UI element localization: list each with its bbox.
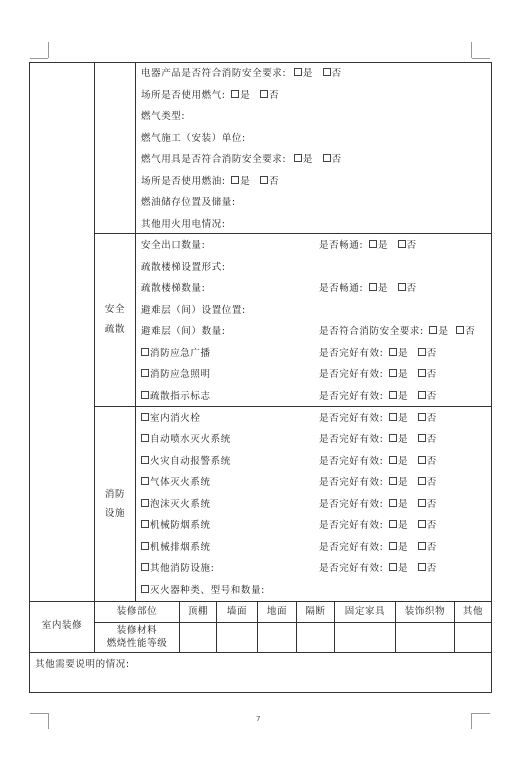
checkbox[interactable] [141, 563, 149, 571]
checkbox[interactable] [141, 499, 149, 507]
form-line-left [141, 369, 211, 381]
form-line-left [141, 348, 211, 360]
table-border-bottom [29, 692, 492, 693]
field-label: 是否完好有效: [319, 434, 384, 445]
checkbox[interactable] [398, 240, 406, 248]
form-line [141, 197, 236, 209]
column-header: 隔断 [305, 606, 326, 617]
checkbox[interactable] [141, 456, 149, 464]
option-label: 是 [377, 283, 388, 294]
form-line [141, 90, 279, 102]
option-label: 否 [426, 477, 437, 488]
checkbox[interactable] [294, 154, 302, 162]
form-line-right [319, 369, 437, 381]
option-label: 否 [426, 456, 437, 467]
column-header: 地面 [266, 606, 288, 617]
checkbox[interactable] [231, 176, 239, 184]
form-line [141, 133, 246, 145]
checkbox[interactable] [429, 326, 437, 334]
crop-mark-bottom-left [48, 713, 49, 729]
checkbox[interactable] [141, 348, 149, 356]
checkbox[interactable] [389, 520, 397, 528]
field-label: 燃气施工（安装）单位: [141, 133, 246, 144]
row-header-line: 装修材料 [116, 625, 158, 636]
checkbox[interactable] [389, 369, 397, 377]
field-label: 是否完好有效: [319, 413, 384, 424]
option-label: 是 [398, 520, 409, 531]
checkbox[interactable] [418, 542, 426, 550]
page-number: 7 [256, 715, 262, 723]
form-line-right [319, 326, 475, 338]
option-label: 是 [398, 456, 409, 467]
option-label: 是 [398, 477, 409, 488]
field-label: 是否完好有效: [319, 520, 384, 531]
form-line-right [319, 456, 437, 468]
checkbox[interactable] [141, 369, 149, 377]
option-label: 是 [398, 542, 409, 553]
crop-mark-top-right [471, 42, 472, 58]
checkbox[interactable] [418, 369, 426, 377]
field-label: 其他用火用电情况: [141, 219, 226, 230]
option-label: 否 [406, 240, 417, 251]
form-line-left: 疏散楼梯设置形式: [141, 262, 226, 273]
column-header: 固定家具 [344, 606, 386, 617]
form-line-right [319, 240, 417, 252]
form-line [141, 176, 279, 188]
section-label: 安全 [104, 304, 126, 315]
checkbox[interactable] [294, 68, 302, 76]
form-line-left: 避难层（间）设置位置: [141, 305, 246, 316]
form-line-right [319, 542, 437, 554]
checkbox[interactable] [369, 240, 377, 248]
other-info-label: 其他需要说明的情况: [35, 659, 130, 670]
column-header: 墙面 [226, 606, 248, 617]
checkbox[interactable] [389, 434, 397, 442]
section-divider [29, 652, 492, 653]
checkbox[interactable] [231, 90, 239, 98]
section-divider [29, 601, 492, 602]
checkbox[interactable] [389, 391, 397, 399]
field-label: 是否符合消防安全要求: [319, 326, 424, 337]
option-label: 否 [426, 434, 437, 445]
field-label: 是否完好有效: [319, 542, 384, 553]
checkbox[interactable] [418, 413, 426, 421]
field-label: 是否完好有效: [319, 499, 384, 510]
row-header-line: 燃烧性能等级 [106, 638, 168, 649]
option-label: 是 [438, 326, 449, 337]
checkbox[interactable] [141, 585, 149, 593]
column-header: 装饰织物 [404, 606, 446, 617]
form-line-right [319, 434, 437, 446]
checkbox[interactable] [389, 563, 397, 571]
field-label: 燃气类型: [141, 111, 186, 122]
checkbox[interactable] [418, 434, 426, 442]
form-line-right [319, 477, 437, 489]
field-label: 是否完好有效: [319, 391, 384, 402]
option-label: 否 [426, 391, 437, 402]
option-label: 否 [331, 154, 342, 165]
option-label: 是 [302, 154, 313, 165]
crop-mark-top-left [48, 42, 49, 58]
crop-mark-top-left [30, 58, 48, 59]
form-line-right [319, 499, 437, 511]
column-header: 顶棚 [187, 606, 209, 617]
option-label: 否 [268, 176, 280, 187]
option-label: 否 [426, 499, 437, 510]
form-line-right [319, 348, 437, 360]
checkbox[interactable] [141, 391, 149, 399]
row-divider [94, 622, 492, 623]
table-border-left [29, 62, 30, 693]
form-line-left [141, 477, 211, 489]
form-line-left [141, 499, 211, 511]
option-label: 是 [302, 68, 313, 79]
column-header: 装修部位 [116, 606, 158, 617]
field-label: 自动喷水灭火系统 [150, 434, 231, 445]
checkbox[interactable] [389, 413, 397, 421]
form-line-left [141, 585, 265, 597]
form-line-right [319, 391, 437, 403]
field-label: 是否完好有效: [319, 348, 384, 359]
form-line-left: 疏散楼梯数量: [141, 283, 206, 294]
checkbox[interactable] [418, 391, 426, 399]
form-line-left [141, 434, 231, 446]
field-label: 室内消火栓 [150, 413, 201, 424]
field-label: 是否畅通: [319, 283, 364, 294]
form-line-left [141, 413, 201, 425]
field-label: 场所是否使用燃油: [141, 176, 226, 187]
table-divider [135, 62, 136, 601]
checkbox[interactable] [456, 326, 464, 334]
checkbox[interactable] [389, 348, 397, 356]
field-label: 燃气用具是否符合消防安全要求: [141, 154, 287, 165]
form-line [141, 111, 185, 123]
form-line [141, 154, 342, 166]
form-line-right [319, 563, 437, 575]
form-line-left: 避难层（间）数量: [141, 326, 226, 337]
field-label: 是否畅通: [319, 240, 364, 251]
option-label: 否 [268, 90, 280, 101]
column-header: 其他 [462, 606, 484, 617]
checkbox[interactable] [389, 477, 397, 485]
option-label: 是 [398, 499, 409, 510]
checkbox[interactable] [398, 283, 406, 291]
section-label: 疏散 [104, 324, 126, 335]
checkbox[interactable] [418, 348, 426, 356]
field-label: 机械防烟系统 [150, 520, 211, 531]
option-label: 是 [377, 240, 388, 251]
checkbox[interactable] [418, 499, 426, 507]
section-divider [94, 233, 492, 234]
option-label: 是 [398, 434, 409, 445]
checkbox[interactable] [389, 542, 397, 550]
form-line-right [319, 520, 437, 532]
option-label: 是 [240, 90, 251, 101]
option-label: 否 [426, 369, 437, 380]
crop-mark-bottom-right [471, 713, 472, 729]
field-label: 电器产品是否符合消防安全要求: [141, 68, 287, 79]
checkbox[interactable] [369, 283, 377, 291]
checkbox[interactable] [141, 520, 149, 528]
field-label: 泡沫灭火系统 [150, 499, 211, 510]
form-line-right [319, 413, 437, 425]
section-divider [94, 406, 492, 407]
field-label: 是否完好有效: [319, 369, 384, 380]
option-label: 否 [406, 283, 417, 294]
field-label: 消防应急照明 [150, 369, 211, 380]
checkbox[interactable] [323, 154, 331, 162]
checkbox[interactable] [323, 68, 331, 76]
checkbox[interactable] [418, 563, 426, 571]
section-label: 设施 [104, 508, 126, 519]
field-label: 燃油储存位置及储量: [141, 197, 236, 208]
form-line-left [141, 391, 211, 403]
option-label: 是 [398, 391, 409, 402]
option-label: 否 [426, 520, 437, 531]
crop-mark-top-right [472, 58, 490, 59]
section-label: 消防 [104, 489, 126, 500]
checkbox[interactable] [141, 542, 149, 550]
form-line-left [141, 520, 211, 532]
option-label: 是 [240, 176, 251, 187]
checkbox[interactable] [141, 477, 149, 485]
option-label: 否 [331, 68, 342, 79]
option-label: 否 [426, 542, 437, 553]
table-border-top [29, 62, 492, 63]
checkbox[interactable] [418, 520, 426, 528]
checkbox[interactable] [418, 477, 426, 485]
option-label: 是 [398, 413, 409, 424]
field-label: 灭火器种类、型号和数量: [150, 585, 265, 596]
option-label: 否 [426, 348, 437, 359]
checkbox[interactable] [389, 499, 397, 507]
checkbox[interactable] [260, 176, 268, 184]
field-label: 是否完好有效: [319, 477, 384, 488]
field-label: 是否完好有效: [319, 456, 384, 467]
field-label: 气体灭火系统 [150, 477, 211, 488]
form-line-left [141, 563, 214, 575]
option-label: 是 [398, 348, 409, 359]
field-label: 是否完好有效: [319, 563, 384, 574]
field-label: 消防应急广播 [150, 348, 211, 359]
form-line-right [319, 283, 417, 295]
field-label: 疏散指示标志 [150, 391, 211, 402]
crop-mark-bottom-right [472, 713, 490, 714]
form-line-left: 安全出口数量: [141, 240, 206, 251]
checkbox[interactable] [141, 413, 149, 421]
form-line-left [141, 456, 231, 468]
table-border-right [491, 62, 492, 693]
field-label: 场所是否使用燃气: [141, 90, 226, 101]
checkbox[interactable] [389, 456, 397, 464]
form-line [141, 68, 342, 80]
option-label: 否 [426, 413, 437, 424]
form-line [141, 219, 226, 231]
crop-mark-bottom-left [30, 713, 48, 714]
field-label: 其他消防设施: [150, 563, 215, 574]
decoration-label: 室内装修 [41, 620, 83, 631]
option-label: 否 [465, 326, 476, 337]
option-label: 是 [398, 369, 409, 380]
field-label: 火灾自动报警系统 [150, 456, 231, 467]
option-label: 是 [398, 563, 409, 574]
field-label: 机械排烟系统 [150, 542, 211, 553]
checkbox[interactable] [260, 90, 268, 98]
option-label: 否 [426, 563, 437, 574]
form-line-left [141, 542, 211, 554]
checkbox[interactable] [418, 456, 426, 464]
checkbox[interactable] [141, 434, 149, 442]
